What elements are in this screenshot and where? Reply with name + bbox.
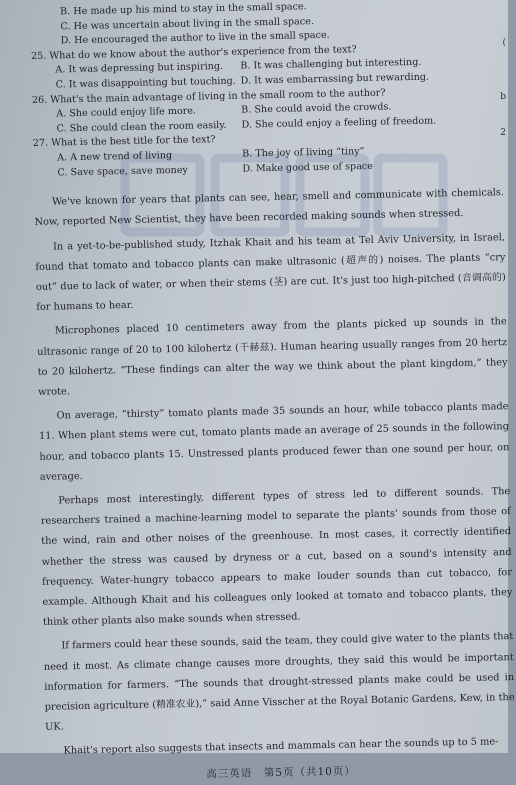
- option-b: B. It was challenging but interesting.: [240, 57, 422, 72]
- passage-paragraph: We've known for years that plants can see, hear, smell and communicate with chemicals. Now, reported New Scientist, they have been recorded making sounds when stressed.: [34, 187, 505, 229]
- option-d: D. Make good use of space: [242, 160, 374, 175]
- option-b: B. The joy of living “tiny”: [242, 145, 365, 160]
- passage-paragraph: In a yet-to-be-published study, Itzhak Khait and his team at Tel Aviv University, in Israel, found that tomato and tobacco plants can make ultrasonic (超声的) noises. The plants “cry out” due to lack of water, or when their stems (茎) are cut. It's just too high-pitched (音调高的) for humans to hear.: [35, 231, 506, 314]
- option-b: B. He made up his mind to stay in the small space.: [60, 1, 307, 18]
- exam-page: [30, 0, 516, 785]
- option-a: A. A new trend of living: [57, 149, 173, 164]
- passage-paragraph: Perhaps most interestingly, different types of stress led to different sounds. The researchers trained a machine-learning model to separate the plants' sounds from those of the wind, rain and other noises of the greenhouse. In most cases, it correctly identified whether the stress was caused by dryness or a cut, based on a sound's intensity and frequency. Water-hungry tobacco appears to make louder sounds than cut tobacco, for example. Although Khait and his colleagues only looked at tomato and tobacco plants, they think other plants also make sounds when stressed.: [40, 486, 513, 629]
- margin-mark: 2: [500, 128, 506, 138]
- option-a: A. She could enjoy life more.: [56, 105, 197, 120]
- question-stem: 25. What do we know about the author's experience from the text?: [30, 43, 357, 62]
- option-a: A. It was depressing but inspiring.: [55, 61, 224, 76]
- margin-mark: b: [500, 92, 506, 102]
- option-d: D. She could enjoy a feeling of freedom.: [241, 115, 437, 131]
- option-c: C. It was disappointing but touching.: [55, 75, 236, 91]
- option-c: C. He was uncertain about living in the small space.: [60, 15, 315, 32]
- passage-paragraph: Khait's report also suggests that insects and mammals can hear the sounds up to 5 me-: [63, 736, 499, 757]
- question-stem: 26. What's the main advantage of living in the small room to the author?: [31, 87, 386, 106]
- question-stem: 27. What is the best title for the text?: [32, 134, 216, 150]
- option-b: B. She could avoid the crowds.: [241, 101, 392, 116]
- passage-paragraph: If farmers could hear these sounds, said the team, they could give water to the plants that need it most. As climate change causes more droughts, they said this would be important information for farmers. “The sounds that drought-stressed plants make could be used in precision agriculture (精准农业),” said Anne Visscher at the Royal Botanic Gardens, Kew, in the UK.: [43, 631, 515, 734]
- passage-paragraph: On average, “thirsty” tomato plants made 35 sounds an hour, while tobacco plants made 11. When plant stems were cut, tomato plants made an average of 25 sounds in the following hour, and tobacco plants 15. Unstressed plants produced fewer than one sound per hour, on average.: [38, 401, 510, 483]
- option-d: D. It was embarrassing but rewarding.: [240, 71, 430, 87]
- option-c: C. She could clean the room easily.: [56, 119, 227, 135]
- option-c: C. Save space, save money: [57, 164, 189, 178]
- margin-mark: (: [502, 38, 506, 48]
- page-footer: 高三英语 第5页（共10页）: [206, 764, 356, 781]
- question-27: [33, 127, 504, 181]
- reading-passage: [34, 183, 516, 762]
- passage-paragraph: Microphones placed 10 centimeters away from the plants picked up sounds in the ultrasonic range of 20 to 100 kilohertz (千赫兹). Human hearing usually ranges from 20 hertz to 20 kilohertz. “These findings can alter the way we think about the plant kingdom,” they wrote.: [37, 316, 508, 398]
- option-d: D. He encouraged the author to live in the small space.: [60, 29, 330, 47]
